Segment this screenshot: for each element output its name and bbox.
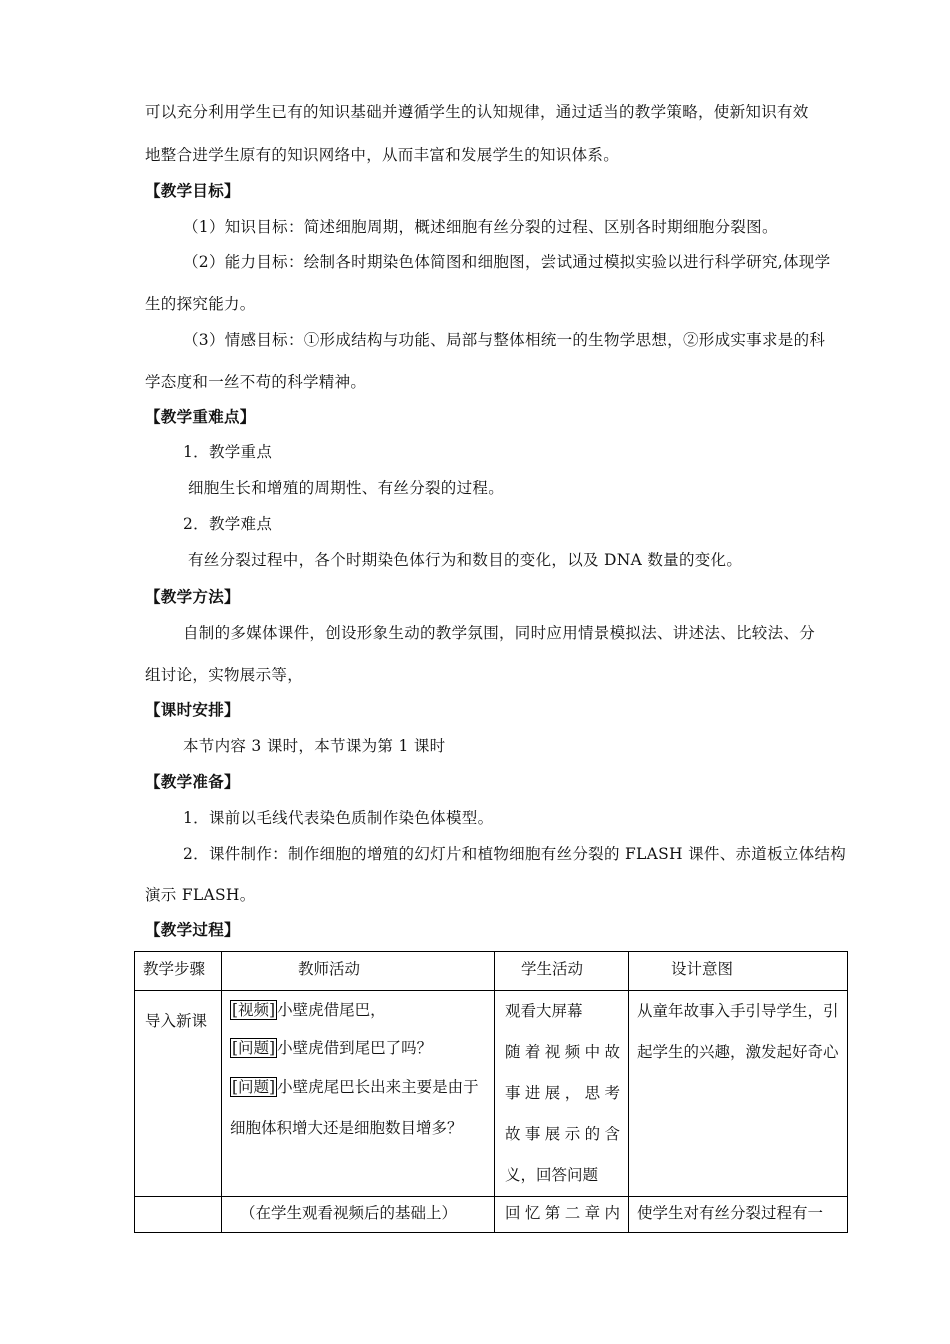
- question-tag: [问题]: [232, 1039, 276, 1057]
- teacher-text-1: 小壁虎借尾巴，: [277, 1001, 386, 1019]
- methods-heading: 【教学方法】: [145, 587, 240, 606]
- video-tag: [视频]: [232, 1001, 276, 1019]
- row-teacher-activity: （在学生观看视频后的基础上）: [240, 1204, 458, 1222]
- row-student-activity: [495, 991, 628, 1196]
- student-line: 事进展，思考: [505, 1084, 620, 1102]
- keypoint-2-title: 2．教学难点: [183, 515, 273, 533]
- table-row: [135, 991, 848, 1197]
- row-student-activity: 回忆第二章内: [505, 1204, 620, 1222]
- prep-item-1: 1．课前以毛线代表染色质制作染色体模型。: [183, 809, 494, 827]
- header-step: 教学步骤: [143, 960, 206, 978]
- goal-ability-line-1: （2）能力目标：绘制各时期染色体简图和细胞图，尝试通过模拟实验以进行科学研究,体现学: [183, 253, 831, 271]
- process-heading: 【教学过程】: [145, 920, 240, 939]
- header-student: 学生活动: [521, 960, 584, 978]
- student-line: 故事展示的含: [505, 1125, 620, 1143]
- goal-emotion-line-2: 学态度和一丝不苟的科学精神。: [145, 373, 367, 391]
- teacher-text-2: 小壁虎借到尾巴了吗？: [277, 1039, 433, 1057]
- goal-emotion-line-1: （3）情感目标：①形成结构与功能、局部与整体相统一的生物学思想，②形成实事求是的科: [183, 331, 826, 349]
- process-table: [134, 951, 848, 1233]
- keypoint-2-text: 有丝分裂过程中，各个时期染色体行为和数目的变化，以及 DNA 数量的变化。: [188, 551, 743, 569]
- schedule-heading: 【课时安排】: [145, 700, 240, 719]
- intro-line-2: 地整合进学生原有的知识网络中，从而丰富和发展学生的知识体系。: [145, 146, 620, 164]
- prep-item-2-line-2: 演示 FLASH。: [145, 886, 256, 904]
- goal-ability-line-2: 生的探究能力。: [145, 295, 256, 313]
- keypoint-1-title: 1．教学重点: [183, 443, 273, 461]
- student-line: 观看大屏幕: [505, 1002, 583, 1020]
- intro-line-1: 可以充分利用学生已有的知识基础并遵循学生的认知规律，通过适当的教学策略，使新知识有效: [145, 103, 809, 121]
- student-line: 义，回答问题: [505, 1166, 599, 1184]
- header-intent: 设计意图: [671, 960, 734, 978]
- teacher-text-3: 小壁虎尾巴长出来主要是由于细胞体积增大还是细胞数目增多？: [230, 1078, 479, 1137]
- keypoints-heading: 【教学重难点】: [145, 407, 256, 426]
- methods-line-2: 组讨论，实物展示等，: [145, 666, 304, 684]
- table-row: [135, 1197, 848, 1233]
- row-intent: 使学生对有丝分裂过程有一: [637, 1204, 824, 1222]
- table-header-row: [135, 952, 848, 991]
- goal-knowledge: （1）知识目标：简述细胞周期，概述细胞有丝分裂的过程、区别各时期细胞分裂图。: [183, 218, 778, 236]
- schedule-text: 本节内容 3 课时，本节课为第 1 课时: [183, 737, 446, 755]
- methods-line-1: 自制的多媒体课件，创设形象生动的教学氛围，同时应用情景模拟法、讲述法、比较法、分: [183, 624, 816, 642]
- row-step: 导入新课: [145, 1012, 208, 1030]
- row-intent: 从童年故事入手引导学生，引起学生的兴趣，激发起好奇心: [637, 1002, 839, 1061]
- prep-heading: 【教学准备】: [145, 772, 240, 791]
- prep-item-2-line-1: 2．课件制作：制作细胞的增殖的幻灯片和植物细胞有丝分裂的 FLASH 课件、赤道板立体结构: [183, 845, 847, 863]
- keypoint-1-text: 细胞生长和增殖的周期性、有丝分裂的过程。: [188, 479, 505, 497]
- question-tag: [问题]: [232, 1078, 276, 1096]
- student-line: 随着视频中故: [505, 1043, 620, 1061]
- row-teacher-activity: [222, 991, 494, 1149]
- goals-heading: 【教学目标】: [145, 181, 240, 200]
- header-teacher: 教师活动: [298, 960, 361, 978]
